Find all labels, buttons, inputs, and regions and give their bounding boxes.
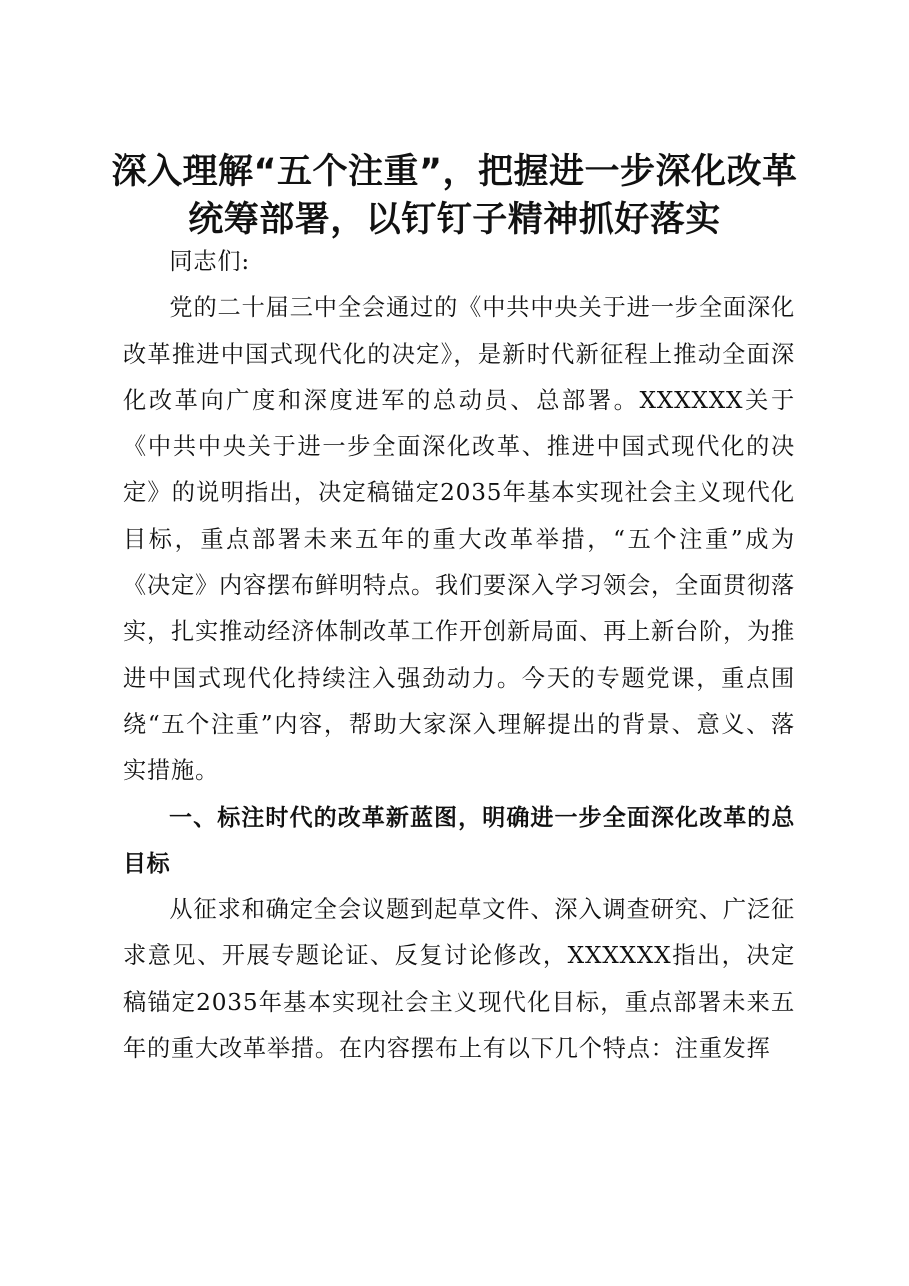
title-line-2: 统筹部署，以钉钉子精神抓好落实 (188, 200, 721, 240)
paragraph-intro: 党的二十届三中全会通过的《中共中央关于进一步全面深化改革推进中国式现代化的决定》，是新时代新征程上推动全面深化改革向广度和深度进军的总动员、总部署。XXXXXX关于《中共中央关于进一步全面深化改革、推进中国式现代化的决定》的说明指出，决定稿锚定2035年基本实现社会主义现代化目标，重点部署未来五年的重大改革举措，“五个注重”成为《决定》内容摆布鲜明特点。我们要深入学习领会，全面贯彻落实，扎实推动经济体制改革工作开创新局面、再上新台阶，为推进中国式现代化持续注入强劲动力。今天的专题党课，重点围绕“五个注重”内容，帮助大家深入理解提出的背景、意义、落实措施。 (123, 294, 795, 785)
document-title (100, 148, 809, 244)
title-line-1: 深入理解“五个注重”，把握进一步深化改革 (111, 152, 798, 192)
section-heading-1: 一、标注时代的改革新蓝图，明确进一步全面深化改革的总目标 (123, 804, 795, 877)
paragraph-section-1: 从征求和确定全会议题到起草文件、深入调查研究、广泛征求意见、开展专题论证、反复讨论修改，XXXXXX指出，决定稿锚定2035年基本实现社会主义现代化目标，重点部署未来五年的重大改革举措。在内容摆布上有以下几个特点：注重发挥 (123, 896, 795, 1063)
document-body (123, 239, 795, 1072)
salutation: 同志们: (169, 248, 250, 275)
